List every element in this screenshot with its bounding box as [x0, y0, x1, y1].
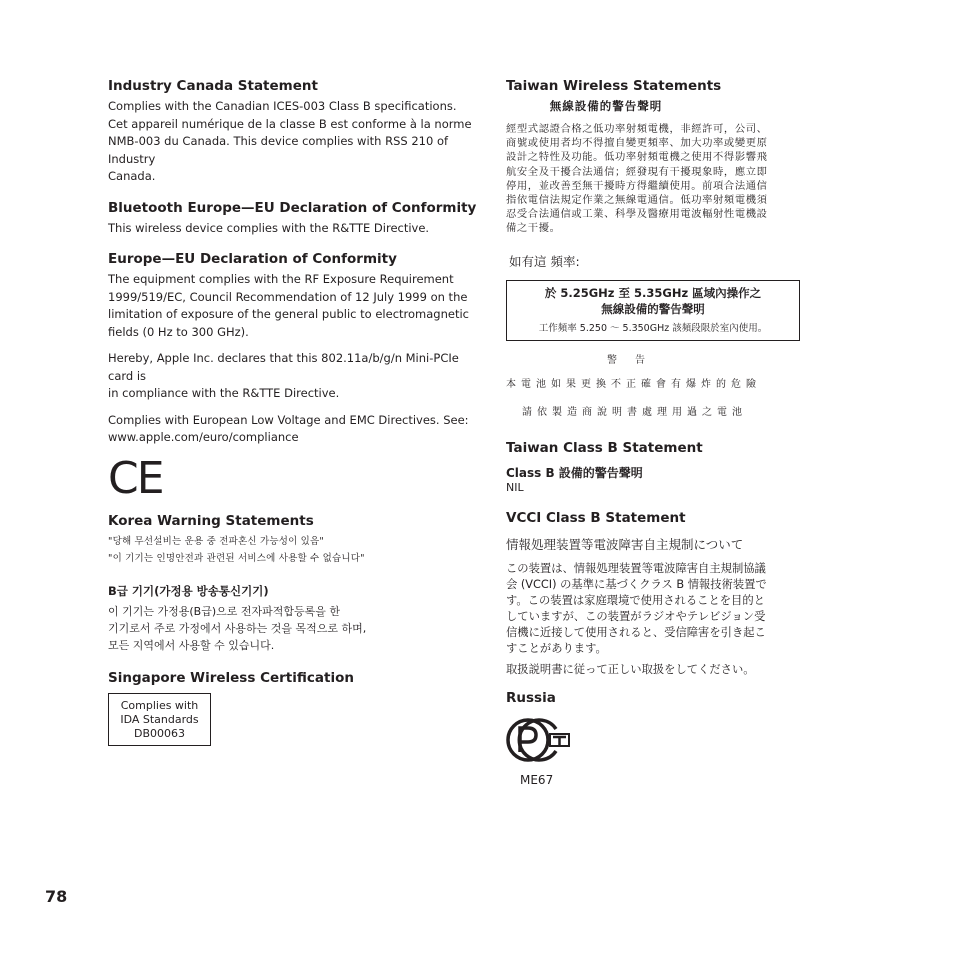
singapore-heading: Singapore Wireless Certification — [108, 669, 354, 686]
bluetooth-europe-heading: Bluetooth Europe—EU Declaration of Conformity — [108, 199, 477, 216]
battery-warning-line: 本電池如果更換不正確會有爆炸的危險 — [506, 378, 761, 390]
freq-box-line: 於 5.25GHz 至 5.35GHz 區域內操作之 — [544, 285, 762, 300]
europe-para1-line: limitation of exposure of the general public to electromagnetic — [108, 307, 469, 321]
page-number: 78 — [45, 887, 68, 906]
taiwan-body-line: 商號或使用者均不得擅自變更頻率、加大功率或變更原 — [506, 137, 768, 150]
singapore-box-line: Complies with — [120, 698, 199, 712]
right-column — [506, 78, 806, 787]
vcci-instruction: 取扱説明書に従って正しい取扱をしてください。 — [506, 662, 755, 676]
bluetooth-europe-text: This wireless device complies with the R&TTE Directive. — [108, 220, 430, 235]
taiwan-body-line: 指依電信法規定作業之無線電通信。低功率射頻電機須 — [506, 194, 768, 207]
freq-box-line: 工作頻率 5.250 ～ 5.350GHz 該頻段限於室內使用。 — [538, 322, 768, 334]
taiwan-wireless-heading: Taiwan Wireless Statements — [506, 78, 722, 94]
korea-heading: Korea Warning Statements — [108, 512, 314, 529]
vcci-subheading: 情報処理装置等電波障害自主規制について — [506, 536, 744, 552]
taiwan-classb-nil: NIL — [506, 480, 524, 494]
europe-para2-line: in compliance with the R&TTE Directive. — [108, 386, 340, 400]
europe-para3-line: Complies with European Low Voltage and EMC Directives. See: — [108, 412, 469, 427]
singapore-certification-box — [108, 693, 211, 746]
korea-statement: "이 기기는 인명안전과 관련된 서비스에 사용할 수 없습니다" — [108, 552, 365, 564]
taiwan-body-line: 忍受合法通信或工業、科學及醫療用電波輻射性電機設 — [506, 208, 768, 221]
left-column — [108, 78, 480, 746]
taiwan-body-line: 備之干擾。 — [506, 222, 561, 235]
frequency-warning-box — [506, 280, 800, 341]
korea-classb-subheading: B급 기기(가정용 방송통신기기) — [108, 583, 269, 598]
industry-canada-heading: Industry Canada Statement — [108, 78, 318, 94]
korea-statement: "당해 무선설비는 운용 중 전파혼신 가능성이 있음" — [108, 535, 324, 547]
europe-para1-line: fields (0 Hz to 300 GHz). — [108, 324, 249, 339]
industry-canada-line: Complies with the Canadian ICES-003 Class B specifications. — [108, 99, 457, 113]
battery-warning-line: 請依製造商說明書處理用過之電池 — [522, 406, 747, 418]
frequency-label: 如有這 頻率: — [509, 253, 580, 269]
korea-body-line: 이 기기는 가정용(B급)으로 전자파적합등록을 한 — [108, 604, 341, 618]
vcci-body — [506, 561, 806, 657]
industry-canada-line: Canada. — [108, 169, 156, 183]
vcci-body-line: 信機に近接して使用されると、受信障害を引き起こ — [506, 625, 766, 639]
taiwan-body-line: 設計之特性及功能。低功率射頻電機之使用不得影響飛 — [506, 151, 768, 164]
freq-box-line: 無線設備的警告聲明 — [601, 301, 705, 316]
europe-para1-line: The equipment complies with the RF Exposure Requirement — [108, 272, 454, 286]
pct-mark-caption: ME67 — [520, 772, 554, 787]
pct-certification-mark-icon — [506, 715, 570, 769]
korea-body-line: 기기로서 주로 가정에서 사용하는 것을 목적으로 하며, — [108, 621, 367, 635]
taiwan-body-line: 航安全及干擾合法通信；經發現有干擾現象時，應立即 — [506, 165, 768, 178]
vcci-body-line: すことがあります。 — [506, 641, 607, 655]
taiwan-wireless-body — [506, 122, 806, 236]
vcci-body-line: この装置は、情報処理装置等電波障害自主規制協議 — [506, 561, 766, 575]
taiwan-classb-heading: Taiwan Class B Statement — [506, 439, 703, 456]
industry-canada-line: Cet appareil numérique de la classe B est conforme à la norme — [108, 116, 472, 131]
taiwan-body-line: 經型式認證合格之低功率射頻電機，非經許可，公司、 — [506, 123, 768, 135]
korea-body-line: 모든 지역에서 사용할 수 있습니다. — [108, 638, 275, 652]
ce-mark-logo: CE — [108, 452, 163, 504]
vcci-heading: VCCI Class B Statement — [506, 509, 686, 526]
europe-para2-line: Hereby, Apple Inc. declares that this 802.11a/b/g/n Mini-PCIe card is — [108, 351, 459, 383]
taiwan-wireless-subtitle: 無線設備的警告聲明 — [549, 99, 663, 113]
vcci-body-line: す。この装置は家庭環境で使用されることを目的と — [506, 593, 765, 607]
taiwan-classb-subheading: Class B 設備的警告聲明 — [506, 465, 643, 480]
battery-warning-title: 警告 — [607, 354, 663, 366]
europe-heading: Europe—EU Declaration of Conformity — [108, 251, 397, 267]
industry-canada-line: NMB-003 du Canada. This device complies with RSS 210 of Industry — [108, 134, 449, 166]
russia-heading: Russia — [506, 689, 556, 706]
vcci-body-line: していますが、この装置がラジオやテレビジョン受 — [506, 609, 766, 623]
europe-para3-line: www.apple.com/euro/compliance — [108, 430, 299, 444]
singapore-box-line: DB00063 — [133, 726, 185, 740]
vcci-body-line: 会 (VCCI) の基準に基づくクラス B 情報技術装置で — [506, 577, 767, 591]
taiwan-body-line: 停用，並改善至無干擾時方得繼續使用。前項合法通信 — [506, 179, 768, 192]
singapore-box-line: IDA Standards — [120, 712, 199, 726]
europe-para1-line: 1999/519/EC, Council Recommendation of 12 July 1999 on the — [108, 289, 468, 304]
